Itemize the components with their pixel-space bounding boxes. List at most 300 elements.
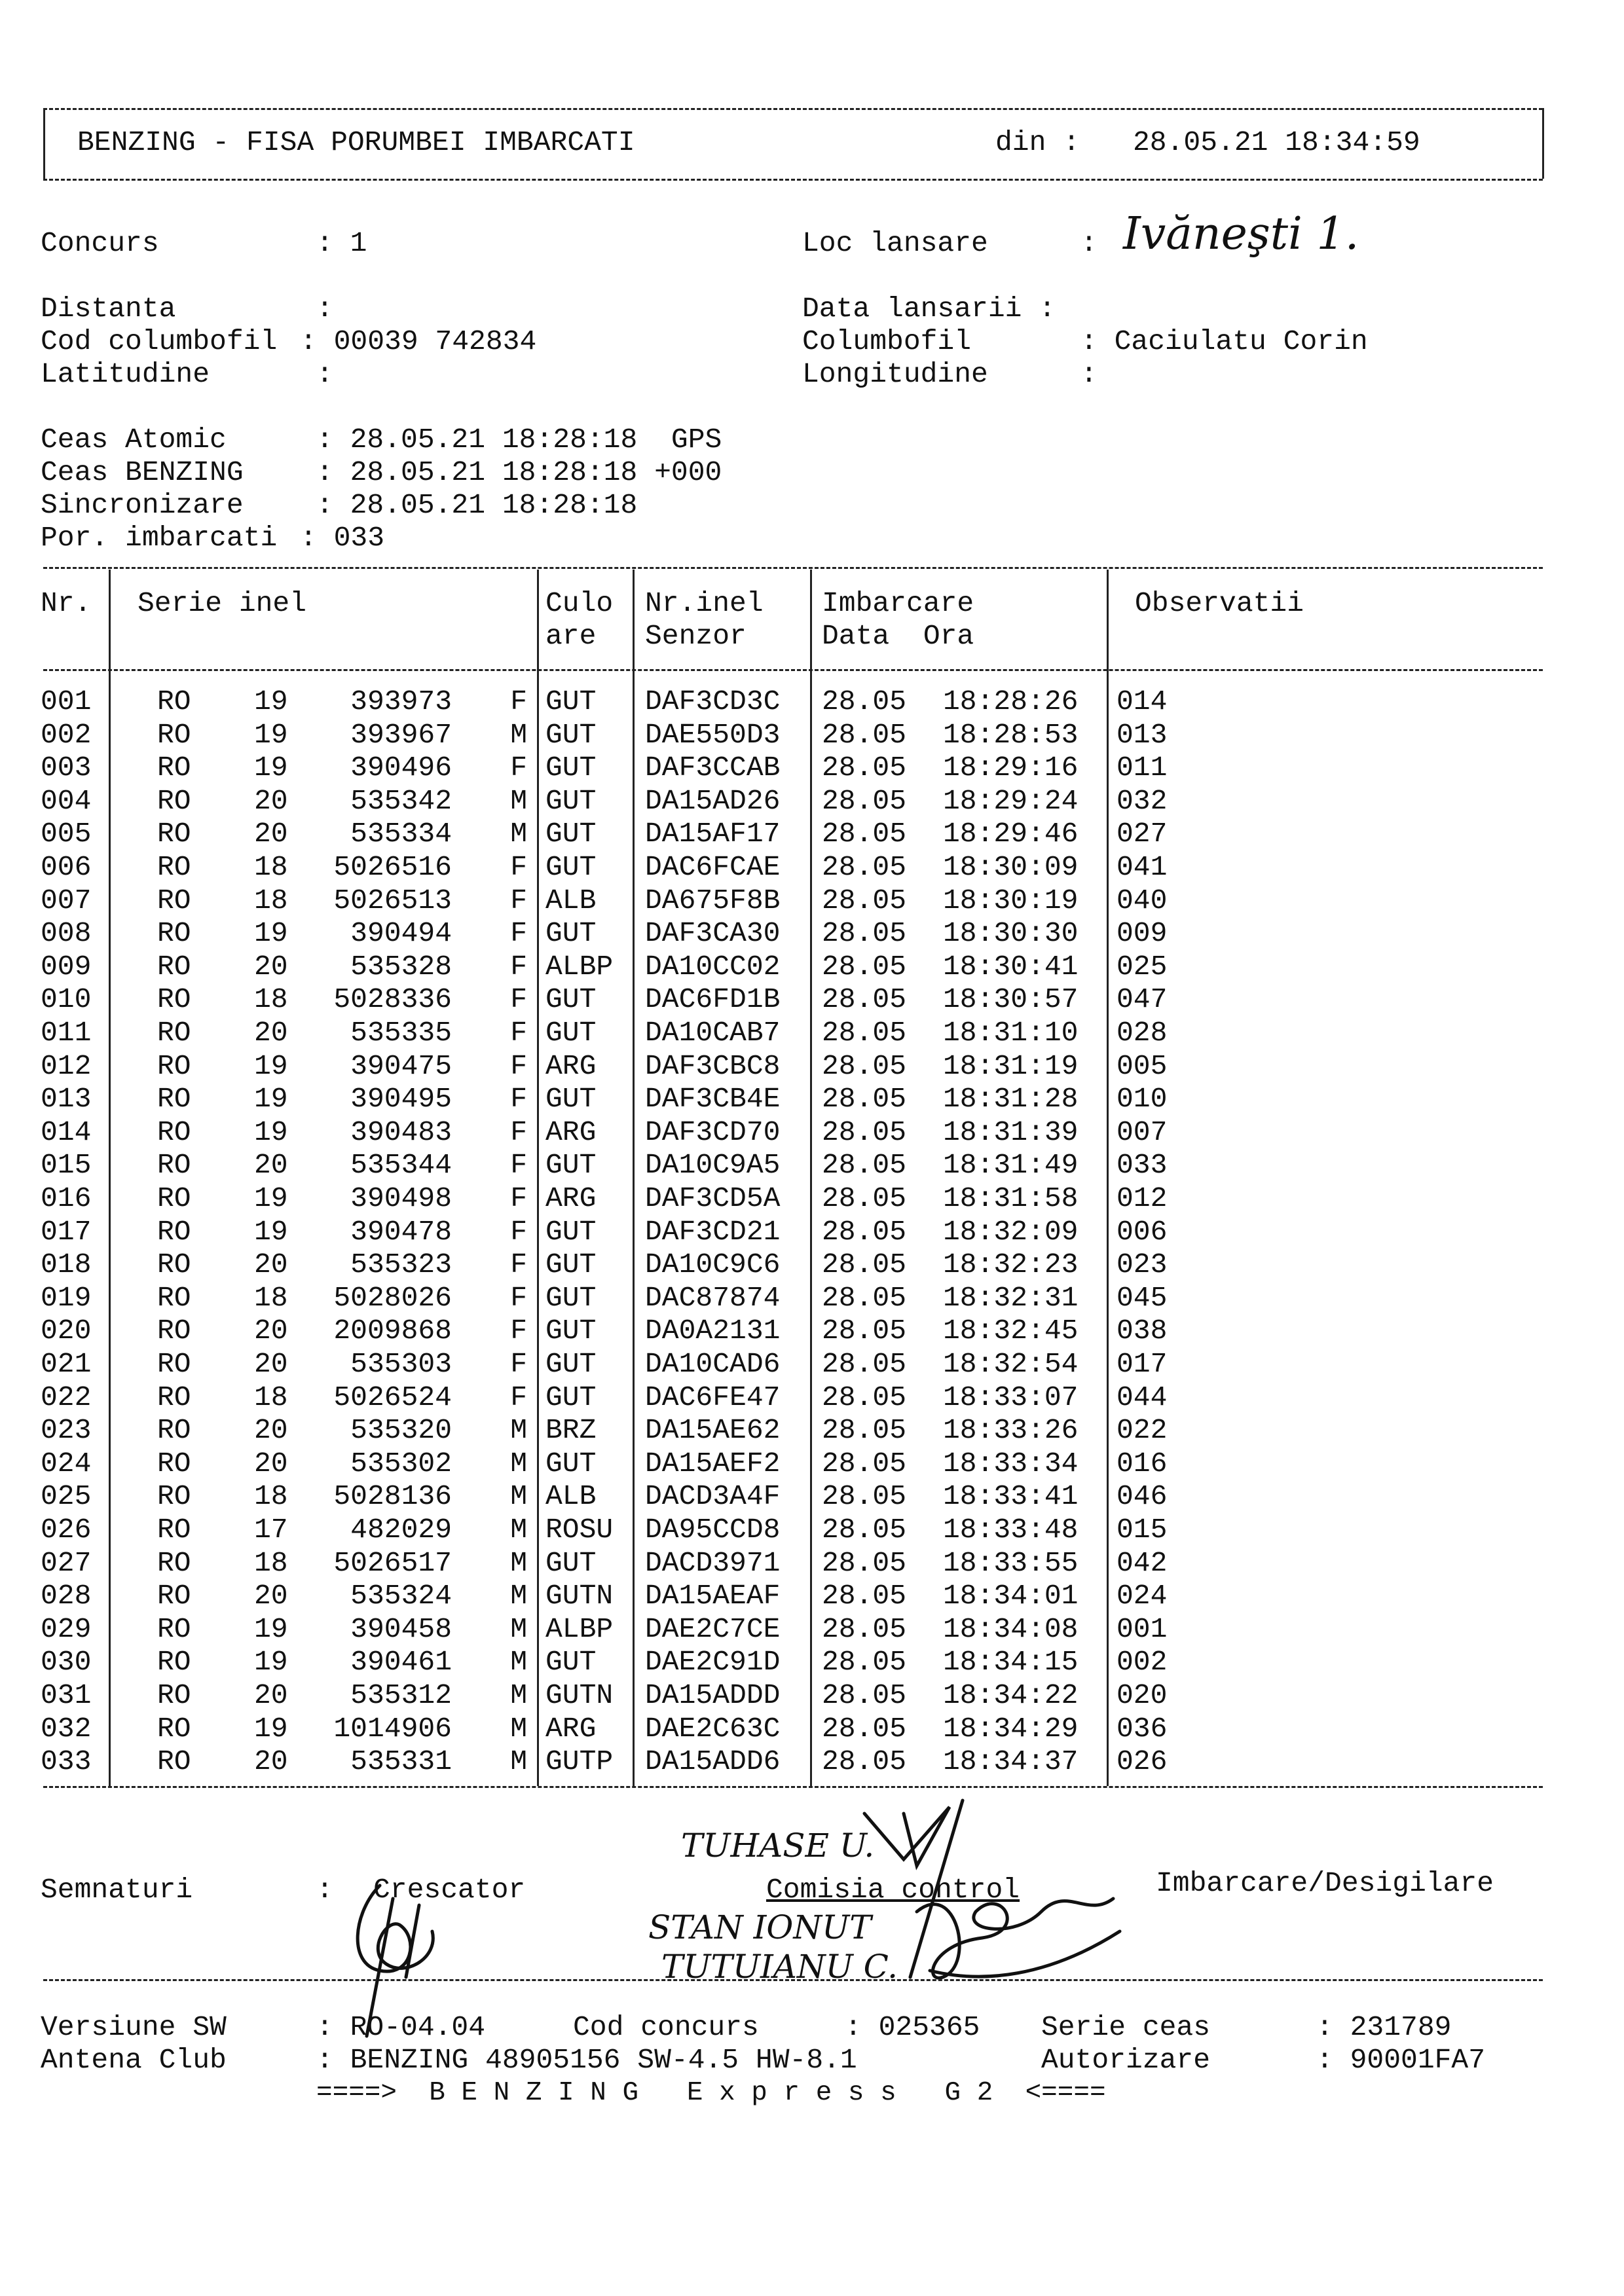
cell-sex: M (510, 1448, 527, 1480)
cell-nr: 020 (41, 1315, 92, 1347)
cell-an: 19 (254, 1182, 288, 1214)
cell-ora: 18:31:58 (943, 1182, 1079, 1214)
ceas-atomic-label: Ceas Atomic (41, 424, 227, 456)
cell-an: 19 (254, 1646, 288, 1678)
longitudine-value: : (1080, 358, 1098, 390)
cell-tara: RO (157, 1514, 191, 1546)
cell-nr: 016 (41, 1182, 92, 1214)
cell-tara: RO (157, 785, 191, 817)
cell-nr: 019 (41, 1282, 92, 1314)
cell-ora: 18:33:55 (943, 1547, 1079, 1579)
autorizare-label: Autorizare (1041, 2044, 1211, 2076)
cell-ora: 18:31:28 (943, 1083, 1079, 1115)
cell-senzor: DAE2C7CE (645, 1613, 781, 1645)
versiune-sw-label: Versiune SW (41, 2011, 227, 2043)
cell-inel: 535342 (350, 785, 452, 817)
semnaturi-sep: : (316, 1874, 333, 1906)
cell-an: 20 (254, 1248, 288, 1281)
loc-lansare-sep: : (1080, 227, 1098, 259)
cell-data: 28.05 (822, 752, 907, 784)
cell-senzor: DAF3CBC8 (645, 1050, 781, 1082)
ceas-benzing-value: : 28.05.21 18:28:18 +000 (316, 456, 722, 488)
cell-data: 28.05 (822, 884, 907, 917)
cell-ora: 18:34:29 (943, 1713, 1079, 1745)
cell-senzor: DAF3CA30 (645, 917, 781, 949)
cell-sex: M (510, 1613, 527, 1645)
cell-an: 20 (254, 1745, 288, 1777)
columbofil-label: Columbofil (802, 325, 972, 357)
comisia-control-label: Comisia control (766, 1874, 1020, 1906)
cell-inel: 390475 (350, 1050, 452, 1082)
cell-culoare: GUT (545, 1017, 597, 1049)
cell-culoare: GUT (545, 1149, 597, 1181)
cell-sex: M (510, 1514, 527, 1546)
cell-culoare: GUT (545, 983, 597, 1015)
cell-culoare: GUT (545, 1547, 597, 1579)
cell-data: 28.05 (822, 983, 907, 1015)
cell-ora: 18:34:15 (943, 1646, 1079, 1678)
cell-culoare: ALB (545, 884, 597, 917)
antena-club-value: : BENZING 48905156 SW-4.5 HW-8.1 (316, 2044, 857, 2076)
data-lansarii-label: Data lansarii : (802, 293, 1056, 325)
cell-data: 28.05 (822, 1182, 907, 1214)
cell-tara: RO (157, 1017, 191, 1049)
handwritten-name-1: TUHASE U. (681, 1827, 875, 1865)
cell-senzor: DAC87874 (645, 1282, 781, 1314)
cell-senzor: DA15AD26 (645, 785, 781, 817)
cell-senzor: DA15AE62 (645, 1414, 781, 1446)
cell-sex: M (510, 719, 527, 751)
cell-data: 28.05 (822, 685, 907, 718)
cell-sex: F (510, 1348, 527, 1380)
cell-senzor: DA95CCD8 (645, 1514, 781, 1546)
concurs-label: Concurs (41, 227, 159, 259)
report-title: BENZING - FISA PORUMBEI IMBARCATI (77, 126, 635, 158)
cell-an: 18 (254, 884, 288, 917)
col-sep-nr (109, 570, 111, 1786)
cell-tara: RO (157, 685, 191, 718)
cell-culoare: GUT (545, 685, 597, 718)
cell-nr: 029 (41, 1613, 92, 1645)
header-bottom-rule (43, 179, 1543, 181)
cell-nr: 028 (41, 1580, 92, 1612)
cell-senzor: DA10CAB7 (645, 1017, 781, 1049)
cell-senzor: DAE2C63C (645, 1713, 781, 1745)
cell-ora: 18:32:23 (943, 1248, 1079, 1281)
cell-inel: 535331 (350, 1745, 452, 1777)
latitudine-label: Latitudine (41, 358, 210, 390)
cell-data: 28.05 (822, 719, 907, 751)
cell-an: 17 (254, 1514, 288, 1546)
handwritten-name-2: STAN IONUT (648, 1908, 872, 1946)
cell-ora: 18:33:41 (943, 1480, 1079, 1512)
cell-sex: F (510, 1282, 527, 1314)
cell-obs: 038 (1116, 1315, 1168, 1347)
cell-culoare: ARG (545, 1713, 597, 1745)
cell-data: 28.05 (822, 1315, 907, 1347)
cell-tara: RO (157, 1580, 191, 1612)
cell-senzor: DA10CC02 (645, 951, 781, 983)
cell-ora: 18:31:19 (943, 1050, 1079, 1082)
cell-tara: RO (157, 719, 191, 751)
cell-inel: 482029 (350, 1514, 452, 1546)
cell-ora: 18:32:54 (943, 1348, 1079, 1380)
cell-senzor: DAE550D3 (645, 719, 781, 751)
semnaturi-label: Semnaturi (41, 1874, 193, 1906)
cell-data: 28.05 (822, 818, 907, 850)
cell-data: 28.05 (822, 1547, 907, 1579)
cell-obs: 015 (1116, 1514, 1168, 1546)
cell-inel: 535320 (350, 1414, 452, 1446)
cell-inel: 390494 (350, 917, 452, 949)
cell-nr: 023 (41, 1414, 92, 1446)
cell-tara: RO (157, 1083, 191, 1115)
cod-concurs-value: : 025365 (845, 2011, 980, 2043)
cell-tara: RO (157, 1679, 191, 1711)
cell-data: 28.05 (822, 1713, 907, 1745)
cell-ora: 18:30:09 (943, 851, 1079, 883)
cell-senzor: DA10CAD6 (645, 1348, 781, 1380)
cell-senzor: DA15ADD6 (645, 1745, 781, 1777)
cell-data: 28.05 (822, 1149, 907, 1181)
cell-senzor: DAE2C91D (645, 1646, 781, 1678)
cell-obs: 047 (1116, 983, 1168, 1015)
ceas-benzing-label: Ceas BENZING (41, 456, 244, 488)
cell-tara: RO (157, 752, 191, 784)
cell-inel: 390458 (350, 1613, 452, 1645)
cell-nr: 001 (41, 685, 92, 718)
cell-senzor: DA10C9C6 (645, 1248, 781, 1281)
cell-tara: RO (157, 851, 191, 883)
cell-sex: M (510, 1580, 527, 1612)
cell-sex: F (510, 917, 527, 949)
cell-nr: 010 (41, 983, 92, 1015)
cell-tara: RO (157, 1448, 191, 1480)
cell-culoare: GUT (545, 1348, 597, 1380)
cell-tara: RO (157, 1216, 191, 1248)
cell-culoare: GUT (545, 851, 597, 883)
cell-ora: 18:30:30 (943, 917, 1079, 949)
cell-obs: 011 (1116, 752, 1168, 784)
cell-inel: 535344 (350, 1149, 452, 1181)
cell-sex: F (510, 752, 527, 784)
cell-obs: 044 (1116, 1381, 1168, 1413)
cell-inel: 390496 (350, 752, 452, 784)
cell-culoare: GUT (545, 1282, 597, 1314)
cell-culoare: GUT (545, 719, 597, 751)
cell-tara: RO (157, 1646, 191, 1678)
cell-obs: 042 (1116, 1547, 1168, 1579)
cell-tara: RO (157, 1116, 191, 1148)
cell-tara: RO (157, 884, 191, 917)
crescator-signature (341, 1859, 471, 2036)
cell-tara: RO (157, 1050, 191, 1082)
imbarcare-desigilare-label: Imbarcare/Desigilare (1156, 1867, 1494, 1899)
cell-data: 28.05 (822, 1083, 907, 1115)
cell-obs: 025 (1116, 951, 1168, 983)
cell-data: 28.05 (822, 1017, 907, 1049)
cell-ora: 18:29:46 (943, 818, 1079, 850)
cell-ora: 18:34:22 (943, 1679, 1079, 1711)
cell-ora: 18:31:10 (943, 1017, 1079, 1049)
cell-sex: M (510, 1713, 527, 1745)
cell-sex: M (510, 1646, 527, 1678)
serie-ceas-value: : 231789 (1316, 2011, 1452, 2043)
cell-sex: F (510, 983, 527, 1015)
cell-senzor: DA0A2131 (645, 1315, 781, 1347)
cell-an: 20 (254, 1149, 288, 1181)
cell-an: 19 (254, 719, 288, 751)
cell-tara: RO (157, 1315, 191, 1347)
cell-inel: 5026513 (333, 884, 452, 917)
cell-data: 28.05 (822, 1381, 907, 1413)
cell-inel: 390478 (350, 1216, 452, 1248)
cell-nr: 030 (41, 1646, 92, 1678)
col-header-nr: Nr. (41, 587, 92, 619)
cell-data: 28.05 (822, 785, 907, 817)
cell-data: 28.05 (822, 917, 907, 949)
cell-sex: M (510, 1745, 527, 1777)
cod-columbofil-value: : 00039 742834 (300, 325, 537, 357)
col-header-culoare-2: are (545, 620, 597, 652)
report-date-value: 28.05.21 18:34:59 (1133, 126, 1420, 158)
cell-inel: 5026524 (333, 1381, 452, 1413)
cell-nr: 003 (41, 752, 92, 784)
cell-nr: 027 (41, 1547, 92, 1579)
cell-sex: M (510, 1480, 527, 1512)
cell-obs: 012 (1116, 1182, 1168, 1214)
cell-senzor: DAF3CD70 (645, 1116, 781, 1148)
cell-culoare: GUT (545, 1248, 597, 1281)
cell-nr: 033 (41, 1745, 92, 1777)
cell-nr: 018 (41, 1248, 92, 1281)
cell-sex: M (510, 1679, 527, 1711)
cell-tara: RO (157, 1248, 191, 1281)
cell-obs: 040 (1116, 884, 1168, 917)
cell-data: 28.05 (822, 1679, 907, 1711)
versiune-sw-value: : RO-04.04 (316, 2011, 486, 2043)
cell-sex: F (510, 1182, 527, 1214)
cell-culoare: ALBP (545, 951, 614, 983)
cell-obs: 001 (1116, 1613, 1168, 1645)
cell-an: 20 (254, 785, 288, 817)
cell-an: 19 (254, 1713, 288, 1745)
cell-tara: RO (157, 1381, 191, 1413)
cell-culoare: GUT (545, 785, 597, 817)
cell-sex: F (510, 884, 527, 917)
cell-an: 19 (254, 1050, 288, 1082)
cell-culoare: GUT (545, 818, 597, 850)
cell-inel: 390461 (350, 1646, 452, 1678)
cell-obs: 023 (1116, 1248, 1168, 1281)
col-sep-imbarcare (1107, 570, 1109, 1786)
cell-senzor: DAF3CCAB (645, 752, 781, 784)
cell-an: 18 (254, 1547, 288, 1579)
cell-culoare: GUT (545, 1315, 597, 1347)
cell-obs: 041 (1116, 851, 1168, 883)
col-header-observatii: Observatii (1135, 587, 1304, 619)
cell-culoare: GUTN (545, 1679, 614, 1711)
distanta-label: Distanta (41, 293, 176, 325)
cell-an: 19 (254, 917, 288, 949)
cell-inel: 390483 (350, 1116, 452, 1148)
cell-an: 19 (254, 1083, 288, 1115)
cell-ora: 18:33:07 (943, 1381, 1079, 1413)
cell-senzor: DAC6FD1B (645, 983, 781, 1015)
cell-ora: 18:30:57 (943, 983, 1079, 1015)
cell-culoare: ROSU (545, 1514, 614, 1546)
autorizare-value: : 90001FA7 (1316, 2044, 1486, 2076)
cell-culoare: BRZ (545, 1414, 597, 1446)
cell-senzor: DA15ADDD (645, 1679, 781, 1711)
table-header-rule (43, 669, 1543, 671)
cell-ora: 18:29:24 (943, 785, 1079, 817)
cell-inel: 535312 (350, 1679, 452, 1711)
cell-inel: 1014906 (333, 1713, 452, 1745)
cell-inel: 5026516 (333, 851, 452, 883)
cell-ora: 18:33:48 (943, 1514, 1079, 1546)
cell-an: 20 (254, 1315, 288, 1347)
cell-an: 19 (254, 1216, 288, 1248)
cell-ora: 18:28:26 (943, 685, 1079, 718)
cell-inel: 535323 (350, 1248, 452, 1281)
cell-obs: 032 (1116, 785, 1168, 817)
por-imbarcati-value: : 033 (300, 522, 385, 554)
cell-data: 28.05 (822, 1282, 907, 1314)
cell-sex: F (510, 1381, 527, 1413)
cell-an: 18 (254, 851, 288, 883)
cell-an: 19 (254, 752, 288, 784)
cell-inel: 393967 (350, 719, 452, 751)
cell-nr: 026 (41, 1514, 92, 1546)
cell-ora: 18:30:19 (943, 884, 1079, 917)
cell-tara: RO (157, 1480, 191, 1512)
cell-nr: 015 (41, 1149, 92, 1181)
cell-an: 20 (254, 1679, 288, 1711)
cell-obs: 006 (1116, 1216, 1168, 1248)
cell-tara: RO (157, 1414, 191, 1446)
cell-inel: 535328 (350, 951, 452, 983)
cell-an: 20 (254, 1414, 288, 1446)
cell-obs: 005 (1116, 1050, 1168, 1082)
cell-ora: 18:34:08 (943, 1613, 1079, 1645)
cell-obs: 022 (1116, 1414, 1168, 1446)
cell-nr: 005 (41, 818, 92, 850)
cell-inel: 5028336 (333, 983, 452, 1015)
cell-obs: 002 (1116, 1646, 1168, 1678)
cell-data: 28.05 (822, 1448, 907, 1480)
table-bottom-rule (43, 1786, 1543, 1788)
cell-inel: 535303 (350, 1348, 452, 1380)
col-header-imbarcare-1: Imbarcare (822, 587, 974, 619)
cell-data: 28.05 (822, 1745, 907, 1777)
cell-inel: 535335 (350, 1017, 452, 1049)
cell-inel: 390495 (350, 1083, 452, 1115)
cell-obs: 007 (1116, 1116, 1168, 1148)
cell-sex: F (510, 685, 527, 718)
cell-data: 28.05 (822, 951, 907, 983)
cell-data: 28.05 (822, 1116, 907, 1148)
cell-inel: 535324 (350, 1580, 452, 1612)
cell-obs: 033 (1116, 1149, 1168, 1181)
cell-culoare: GUT (545, 1646, 597, 1678)
cell-senzor: DAF3CD21 (645, 1216, 781, 1248)
distanta-value: : (316, 293, 333, 325)
concurs-value: : 1 (316, 227, 367, 259)
cell-inel: 5028026 (333, 1282, 452, 1314)
cell-sex: M (510, 1547, 527, 1579)
cell-nr: 025 (41, 1480, 92, 1512)
cell-culoare: GUTP (545, 1745, 614, 1777)
cell-obs: 046 (1116, 1480, 1168, 1512)
cell-culoare: ALB (545, 1480, 597, 1512)
cell-sex: F (510, 1050, 527, 1082)
cell-senzor: DAC6FCAE (645, 851, 781, 883)
cell-obs: 036 (1116, 1713, 1168, 1745)
cell-obs: 020 (1116, 1679, 1168, 1711)
cell-ora: 18:31:49 (943, 1149, 1079, 1181)
cell-data: 28.05 (822, 1480, 907, 1512)
cell-tara: RO (157, 1613, 191, 1645)
cell-sex: F (510, 951, 527, 983)
cod-columbofil-label: Cod columbofil (41, 325, 278, 357)
cell-inel: 5028136 (333, 1480, 452, 1512)
cell-nr: 007 (41, 884, 92, 917)
cell-an: 18 (254, 1381, 288, 1413)
cell-data: 28.05 (822, 1580, 907, 1612)
cell-senzor: DA675F8B (645, 884, 781, 917)
cell-data: 28.05 (822, 1348, 907, 1380)
cell-data: 28.05 (822, 1216, 907, 1248)
cell-tara: RO (157, 1182, 191, 1214)
columbofil-value: : Caciulatu Corin (1080, 325, 1368, 357)
col-header-nrinel-2: Senzor (645, 620, 747, 652)
cell-sex: F (510, 1216, 527, 1248)
cell-nr: 009 (41, 951, 92, 983)
cell-ora: 18:34:37 (943, 1745, 1079, 1777)
cell-inel: 390498 (350, 1182, 452, 1214)
cell-senzor: DAF3CD5A (645, 1182, 781, 1214)
cell-senzor: DAC6FE47 (645, 1381, 781, 1413)
cell-ora: 18:34:01 (943, 1580, 1079, 1612)
cell-an: 19 (254, 685, 288, 718)
loc-lansare-handwritten: Ivăneşti 1. (1123, 208, 1359, 260)
cell-data: 28.05 (822, 1646, 907, 1678)
cell-culoare: ARG (545, 1050, 597, 1082)
cell-ora: 18:33:34 (943, 1448, 1079, 1480)
cell-inel: 393973 (350, 685, 452, 718)
cell-an: 20 (254, 951, 288, 983)
cell-tara: RO (157, 1348, 191, 1380)
crescator-label: Crescator (373, 1874, 526, 1906)
loc-lansare-label: Loc lansare (802, 227, 988, 259)
col-header-imbarcare-2: Data Ora (822, 620, 974, 652)
cell-culoare: GUT (545, 1216, 597, 1248)
cell-culoare: ALBP (545, 1613, 614, 1645)
cell-obs: 045 (1116, 1282, 1168, 1314)
cell-culoare: GUTN (545, 1580, 614, 1612)
cell-tara: RO (157, 818, 191, 850)
cell-culoare: ARG (545, 1182, 597, 1214)
cell-sex: F (510, 1017, 527, 1049)
cell-tara: RO (157, 1713, 191, 1745)
cell-sex: F (510, 1315, 527, 1347)
cell-obs: 017 (1116, 1348, 1168, 1380)
cell-nr: 024 (41, 1448, 92, 1480)
cell-senzor: DA10C9A5 (645, 1149, 781, 1181)
col-sep-senzor (810, 570, 812, 1786)
col-header-nrinel-1: Nr.inel (645, 587, 764, 619)
